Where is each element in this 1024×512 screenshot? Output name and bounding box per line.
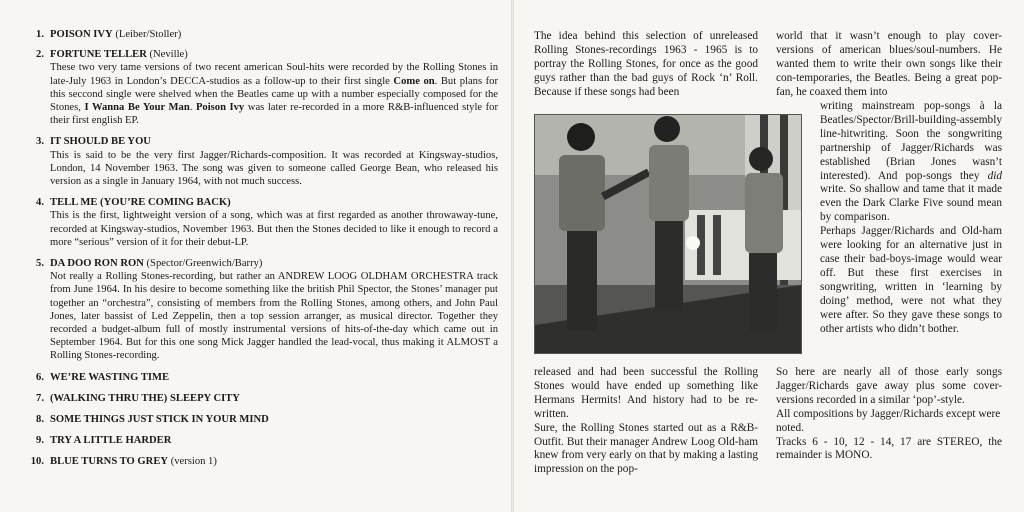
track-number: 9. — [36, 435, 44, 447]
band-photo — [534, 114, 802, 354]
track-title: BLUE TURNS TO GREY — [50, 456, 169, 468]
track-title: TELL ME (YOU’RE COMING BACK) — [50, 197, 231, 209]
intro-text-col2-wrapped: writing mainstream pop-songs à la Beatles/Spector/Brill-building-assembly line-hitwriting. Soon the songwriting partnership of Jagger/Richards was established (Brian Jones wasn’t interested). And pop-songs they did write. So shallow and tame that it made even the Dark Clarke Five sound mean by comparison. Perhaps Jagger/Richards and Old-ham were looking for an alternative just in case their bad-boys-image would wear off. But these first exercises in songwriting, written in ‘learning by doing’ method, were not what they were after. So they gave these songs to other artists who didn’t bother. — [820, 100, 1002, 335]
track-number: 6. — [36, 371, 44, 383]
track-item — [14, 196, 498, 249]
intro-text-col2-continued: So here are nearly all of those early songs Jagger/Richards gave away plus some cover-versions recorded in a similar ‘pop’-style. All compositions by Jagger/Richards except were noted. Tracks 6 - 10, 12 - 14, 17 are STEREO, the remainder is MONO. — [776, 366, 1002, 462]
track-item — [14, 455, 498, 468]
track-item — [14, 28, 498, 41]
track-description: These two very tame versions of two recent american Soul-hits were recorded by the Rolling Stones in late-July 1963 in London’s DECCA-studios as a follow-up to their first single Come on. But plans for this seccond single were shelved when the Beatles came up with a number especially composed for the Stones, I Wanna Be Your Man. Poison Ivy was later re-recorded in a more R&B-influenced style for their first english EP. — [50, 62, 499, 127]
right-page — [514, 0, 1024, 512]
track-item — [14, 413, 498, 426]
tracklist — [14, 28, 498, 469]
intro-text-col2: world that it wasn’t enough to play cover-versions of american blues/soul-numbers. He wanted them to write their own songs like their con-temporaries, the Beatles. Being a great pop-fan, he coaxed them into — [776, 30, 1002, 98]
track-item — [14, 257, 498, 363]
track-title: TRY A LITTLE HARDER — [50, 435, 172, 447]
track-number: 3. — [36, 136, 44, 148]
track-number: 7. — [36, 392, 44, 404]
track-number: 2. — [36, 49, 44, 61]
track-item — [14, 135, 498, 188]
track-number: 5. — [36, 258, 44, 270]
track-description: This is said to be the very first Jagger/Richards-composition. It was recorded at Kingsway-studios, London, 14 November 1963. The song was given to someone called George Bean, who released his version as a single in January 1964, with not much success. — [50, 149, 498, 188]
track-item — [14, 371, 498, 384]
track-number: 4. — [36, 197, 44, 209]
intro-text-col1-continued: released and had been successful the Rolling Stones would have ended up something like Hermans Hermits! And history had to be re-written. Sure, the Rolling Stones started out as a R&B-Outfit. But their manager Andrew Loog Old-ham knew from very early on that by making a lasting impression on the pop- — [534, 366, 758, 476]
track-description: Not really a Rolling Stones-recording, but rather an ANDREW LOOG OLDHAM ORCHESTRA track from June 1964. In his desire to become something like the british Phil Spector, the Stones’ manager put together an “orchestra”, consisting of members from the Rolling Stones, among others, and John Paul Jones, later bassist of Led Zeppelin, then a top session arranger, as musical director. Together they recorded a budget-album full of mostly instrumental versions of hits-of-the-day which came out in September 1964. But for this one song Mick Jagger handled the lead-vocal, thus making it ALMOST a Rolling Stones-recording. — [50, 271, 498, 362]
track-credit: (version 1) — [168, 456, 217, 468]
track-item — [14, 392, 498, 405]
track-number: 1. — [36, 29, 44, 40]
track-title: WE’RE WASTING TIME — [50, 371, 170, 383]
track-title: FORTUNE TELLER — [50, 49, 147, 61]
track-title: IT SHOULD BE YOU — [50, 136, 151, 148]
track-credit: (Neville) — [146, 49, 188, 61]
track-credit: (Leiber/Stoller) — [112, 29, 182, 40]
intro-text-col1: The idea behind this selection of unreleased Rolling Stones-recordings 1963 - 1965 is to portray the Rolling Stones, for once as the good guys rather than the bad guys of Rock ‘n’ Roll. Because if these songs had been — [534, 30, 758, 98]
track-title: (WALKING THRU THE) SLEEPY CITY — [50, 392, 240, 404]
track-title: POISON IVY — [50, 29, 113, 40]
left-page — [0, 0, 511, 512]
track-item — [14, 48, 498, 127]
track-credit: (Spector/Greenwich/Barry) — [143, 258, 263, 270]
track-number: 10. — [30, 456, 44, 468]
track-number: 8. — [36, 414, 44, 426]
track-description: This is the first, lightweight version of a song, which was at first regarded as another throwaway-tune, recorded at Kingsway-studios, November 1963. But then the Stones decided to like it enough to record a more “serious” version of it for their debut-LP. — [50, 210, 498, 248]
track-item — [14, 434, 498, 447]
track-title: DA DOO RON RON — [50, 258, 144, 270]
track-title: SOME THINGS JUST STICK IN YOUR MIND — [50, 414, 269, 426]
